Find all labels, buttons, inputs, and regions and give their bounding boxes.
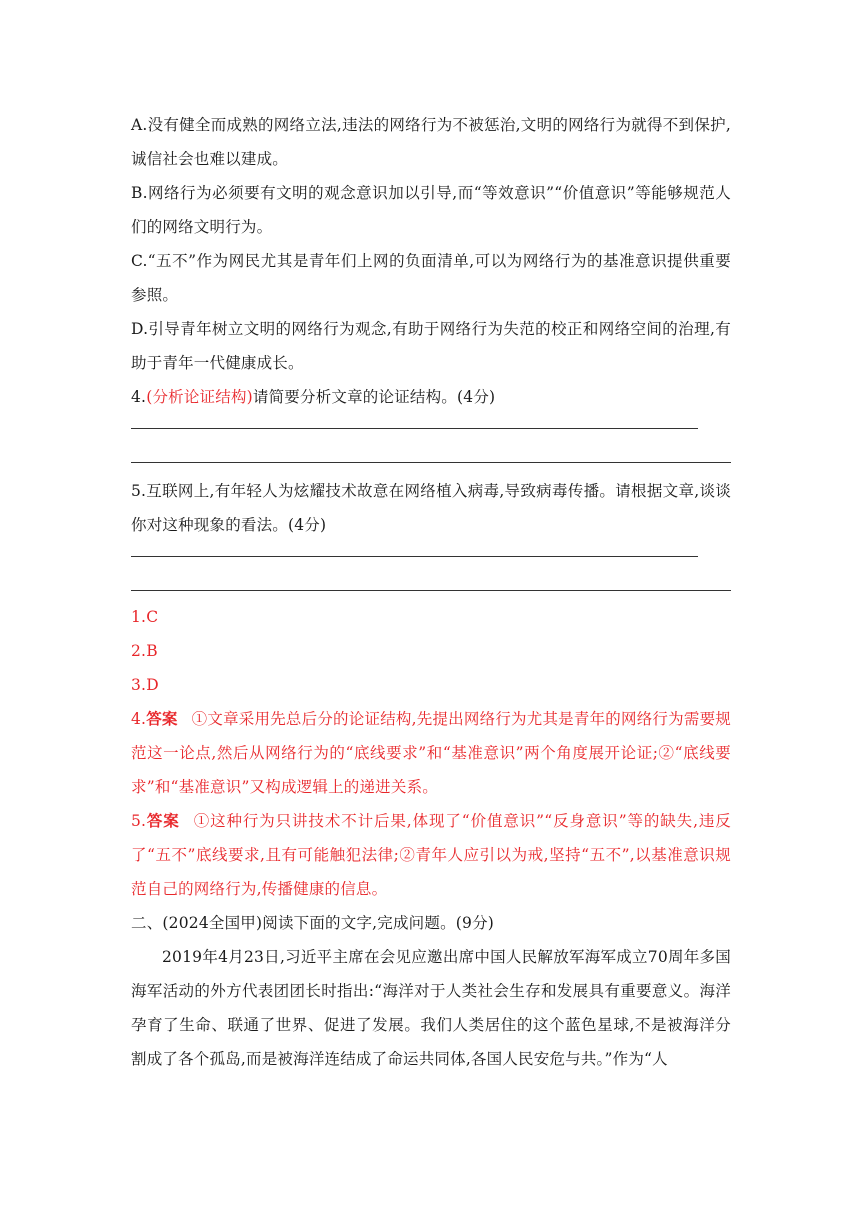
answer-4-number: 4. — [131, 710, 147, 728]
answer-4-label: 答案 — [146, 709, 178, 728]
question-4-text: 请简要分析文章的论证结构。(4分) — [252, 388, 496, 406]
question-5: 5.互联网上,有年轻人为炫耀技术故意在网络植入病毒,导致病毒传播。请根据文章,谈谈你对这种现象的看法。(4分) — [131, 482, 731, 534]
option-d: D.引导青年树立文明的网络行为观念,有助于网络行为失范的校正和网络空间的治理,有助于青年一代健康成长。 — [131, 320, 731, 372]
section-2-passage: 2019年4月23日,习近平主席在会见应邀出席中国人民解放军海军成立70周年多国海军活动的外方代表团团长时指出:“海洋对于人类社会生存和发展具有重要意义。海洋孕育了生命、联通了世界、促进了发展。我们人类居住的这个蓝色星球,不是被海洋分割成了各个孤岛,而是被海洋连结成了命运共同体,各国人民安危与共。”作为“人 — [131, 948, 731, 1068]
question-4-tag: (分析论证结构) — [146, 388, 253, 406]
document-page — [131, 108, 731, 1076]
option-c: C.“五不”作为网民尤其是青年们上网的负面清单,可以为网络行为的基准意识提供重要参照。 — [131, 252, 731, 304]
answer-4 — [131, 702, 731, 804]
answer-5-text: ①这种行为只讲技术不计后果,体现了“价值意识”“反身意识”等的缺失,违反了“五不”底线要求,且有可能触犯法律;②青年人应引以为戒,坚持“五不”,以基准意识规范自己的网络行为,传播健康的信息。 — [131, 812, 731, 898]
answer-5 — [131, 804, 731, 906]
answer-1: 1.C — [131, 608, 159, 626]
answer-5-label: 答案 — [146, 811, 180, 830]
option-a: A.没有健全而成熟的网络立法,违法的网络行为不被惩治,文明的网络行为就得不到保护,诚信社会也难以建成。 — [131, 116, 731, 168]
question-4 — [131, 380, 731, 414]
option-b: B.网络行为必须要有文明的观念意识加以引导,而“等效意识”“价值意识”等能够规范人们的网络文明行为。 — [131, 184, 731, 236]
section-2-heading: 二、(2024全国甲)阅读下面的文字,完成问题。(9分) — [131, 914, 495, 932]
answer-3: 3.D — [131, 676, 159, 694]
answer-2: 2.B — [131, 642, 158, 660]
answer-5-number: 5. — [131, 812, 147, 830]
answer-4-text: ①文章采用先总后分的论证结构,先提出网络行为尤其是青年的网络行为需要规范这一论点,然后从网络行为的“底线要求”和“基准意识”两个角度展开论证;②“底线要求”和“基准意识”又构成逻辑上的递进关系。 — [131, 710, 731, 796]
question-4-number: 4. — [131, 388, 147, 406]
